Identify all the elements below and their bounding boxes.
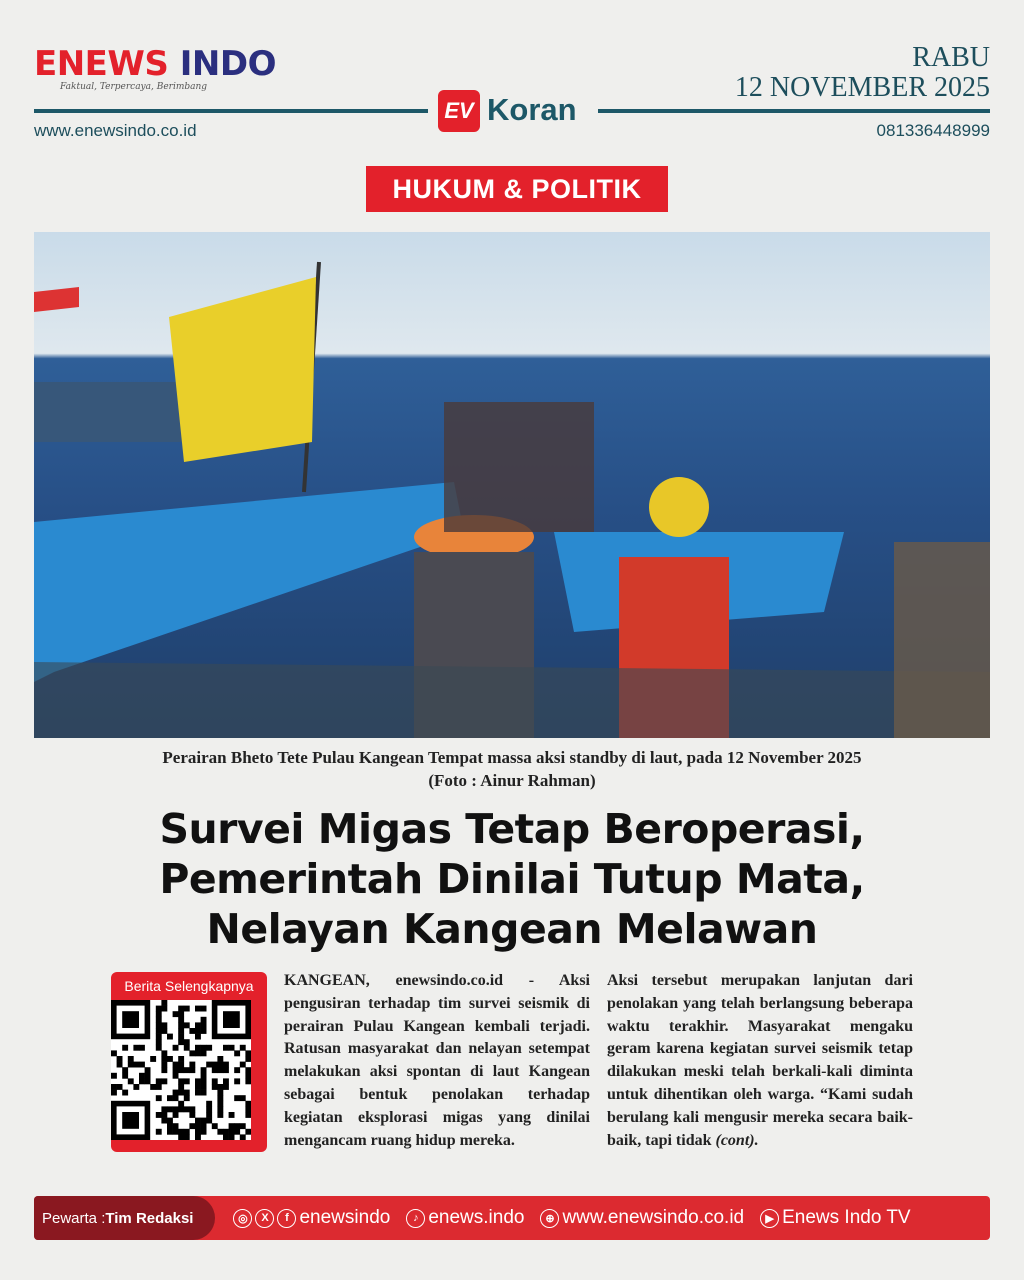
website-link[interactable]: ⊕ www.enewsindo.co.id bbox=[540, 1207, 744, 1229]
facebook-icon: f bbox=[277, 1209, 296, 1228]
x-icon: X bbox=[255, 1209, 274, 1228]
edition-label: Koran bbox=[487, 92, 577, 127]
news-photo bbox=[34, 232, 990, 738]
youtube-icon: ▶ bbox=[760, 1209, 779, 1228]
article-column-1: KANGEAN, enewsindo.co.id - Aksi pengusiran terhadap tim survei seismik di perairan Pulau Kangean kembali terjadi. Ratusan masyarakat dan nelayan setempat melakukan aksi spontan di laut Kangean sebagai bentuk penolakan terhadap kegiatan eksplorasi migas yang dinilai mengancam ruang hidup mereka. bbox=[284, 972, 590, 1149]
instagram-icon: ◎ bbox=[233, 1209, 252, 1228]
article-column-2: Aksi tersebut merupakan lanjutan dari penolakan yang telah berlangsung beberapa waktu terakhir. Masyarakat mengaku geram karena kegiatan survei seismik tetap dilakukan meski telah berkali-kali diminta untuk dihentikan oleh warga. “Kami sudah berulang kali mengusir mereka secara baik-baik, tapi tidak (cont). bbox=[607, 972, 913, 1149]
day: RABU bbox=[912, 42, 990, 73]
phone: 081336448999 bbox=[876, 121, 990, 140]
social-links[interactable]: ◎ X f enewsindo bbox=[233, 1207, 390, 1229]
globe-icon: ⊕ bbox=[540, 1209, 559, 1228]
brand-logo: ENEWS INDO bbox=[34, 44, 276, 84]
ev-logo-icon: EV bbox=[438, 90, 480, 132]
section-badge: HUKUM & POLITIK bbox=[366, 166, 668, 212]
footer-bar bbox=[34, 1196, 990, 1240]
tagline: Faktual, Terpercaya, Berimbang bbox=[60, 82, 208, 92]
photo-credit: (Foto : Ainur Rahman) bbox=[428, 771, 596, 790]
divider bbox=[34, 109, 428, 113]
date: 12 NOVEMBER 2025 bbox=[734, 72, 990, 103]
qr-card[interactable] bbox=[111, 972, 267, 1152]
headline: Survei Migas Tetap Beroperasi, Pemerintah Dinilai Tutup Mata, Nelayan Kangean Melawan bbox=[159, 805, 865, 953]
reporter: Pewarta : Tim Redaksi bbox=[34, 1196, 215, 1240]
qr-code-icon[interactable] bbox=[111, 1000, 251, 1140]
youtube-link[interactable]: ▶ Enews Indo TV bbox=[760, 1207, 911, 1229]
divider bbox=[598, 109, 990, 113]
photo-caption: Perairan Bheto Tete Pulau Kangean Tempat massa aksi standby di laut, pada 12 November 2025 (Foto : Ainur Rahman) bbox=[34, 746, 1024, 792]
website[interactable]: www.enewsindo.co.id bbox=[34, 121, 197, 140]
tiktok-icon: ♪ bbox=[406, 1209, 425, 1228]
photo-illustration bbox=[34, 232, 990, 738]
qr-label: Berita Selengkapnya bbox=[124, 978, 254, 994]
tiktok-link[interactable]: ♪ enews.indo bbox=[406, 1207, 524, 1229]
